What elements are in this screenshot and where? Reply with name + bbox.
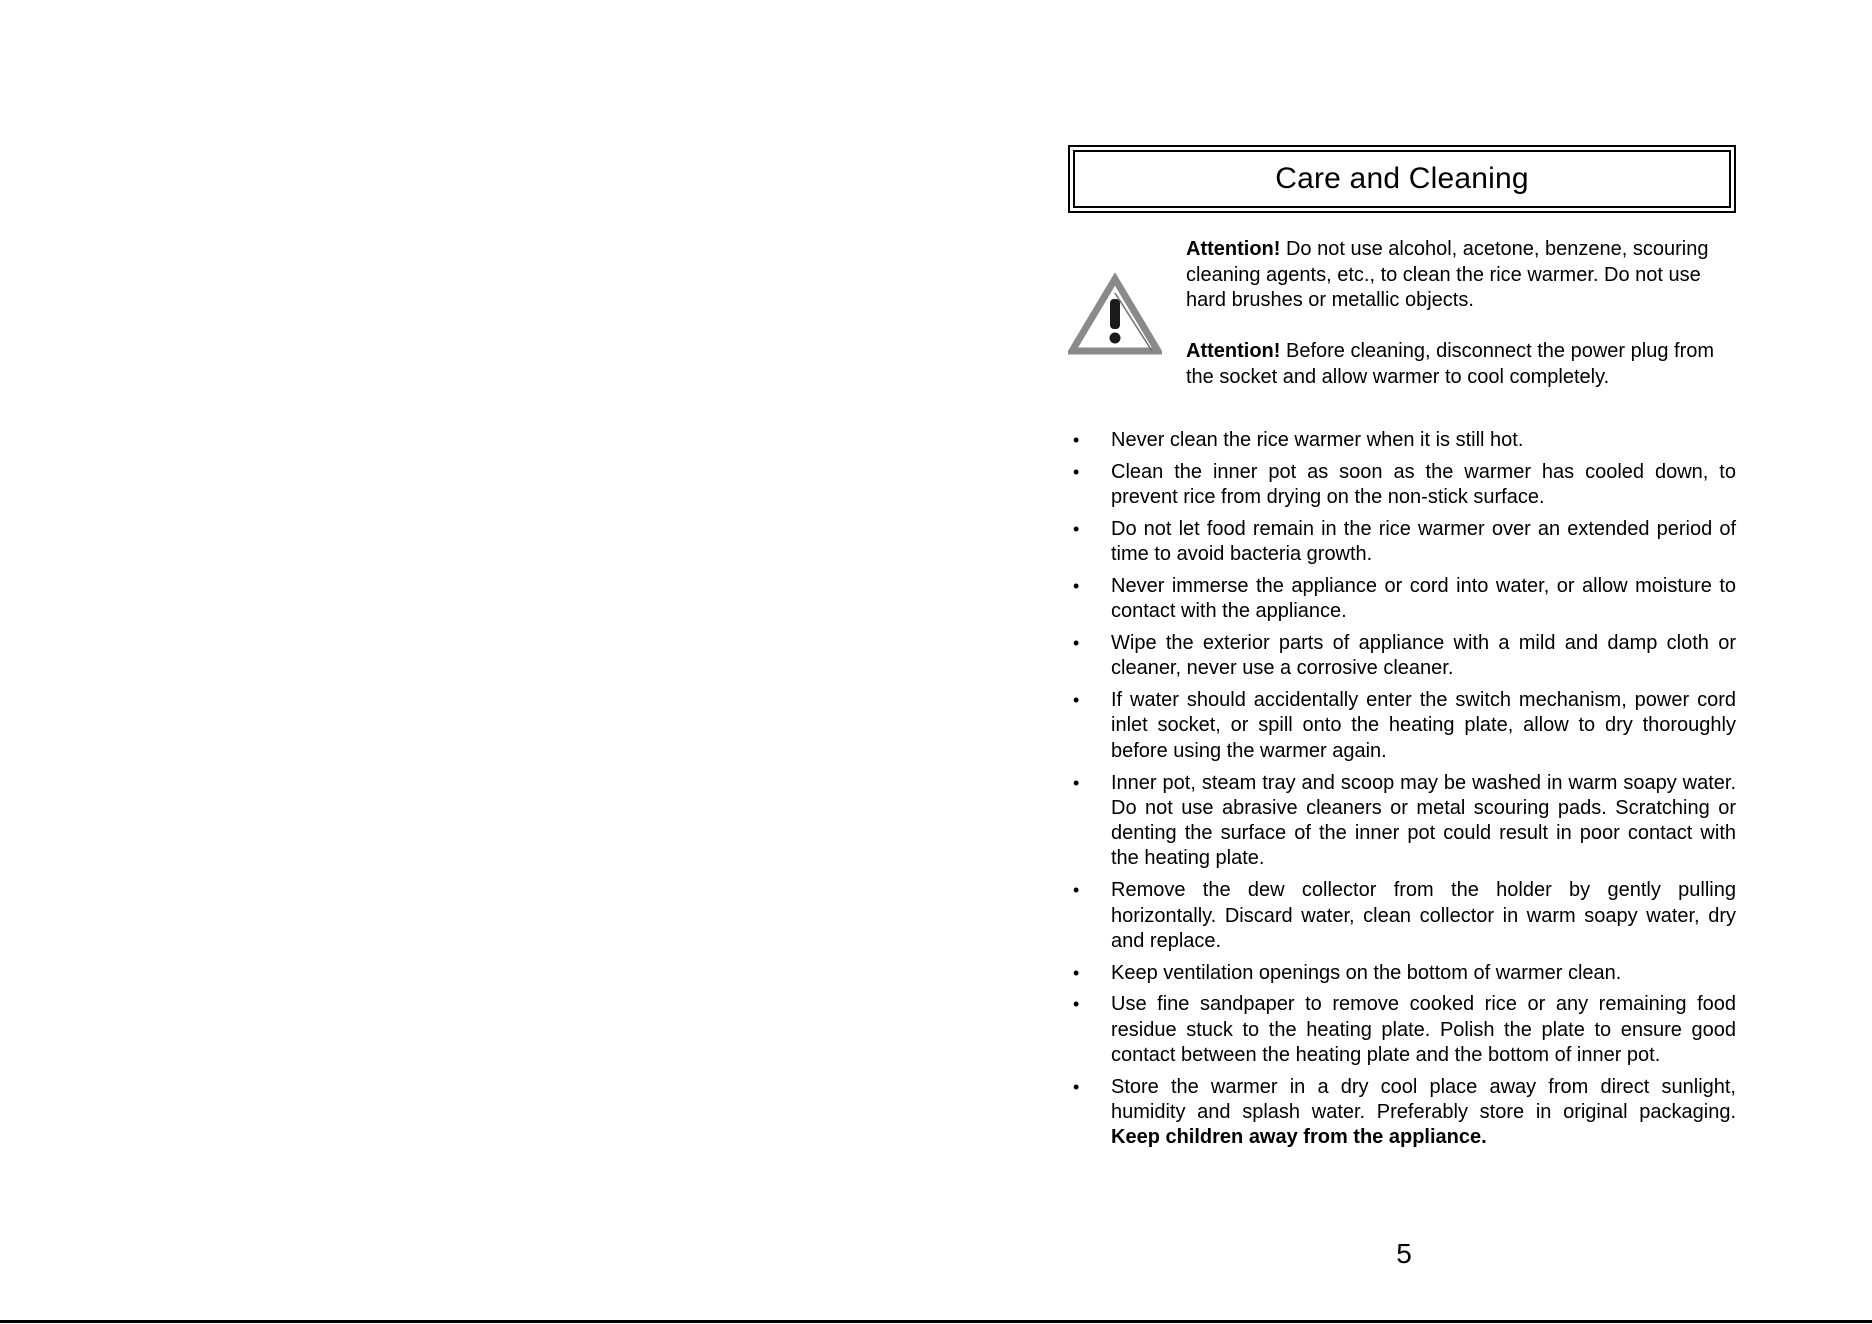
list-item	[1068, 1075, 1736, 1151]
title-box	[1068, 145, 1736, 213]
care-instructions-list	[1068, 428, 1736, 1157]
list-item-text: Never immerse the appliance or cord into water, or allow moisture to contact with the appliance.	[1111, 574, 1736, 623]
bullet-icon: •	[1073, 1076, 1080, 1097]
list-item-text: If water should accidentally enter the switch mechanism, power cord inlet socket, or spill onto the heating plate, allow to dry thoroughly before using the warmer again.	[1111, 689, 1736, 762]
list-item	[1068, 631, 1736, 682]
list-item	[1068, 517, 1736, 568]
page-number: 5	[1396, 1238, 1412, 1269]
page-title: Care and Cleaning	[1073, 150, 1731, 208]
list-item-text: Never clean the rice warmer when it is still hot.	[1111, 429, 1524, 451]
bullet-icon: •	[1073, 880, 1080, 901]
list-item-text: Wipe the exterior parts of appliance with a mild and damp cloth or cleaner, never use a corrosive cleaner.	[1111, 632, 1736, 680]
list-item	[1068, 771, 1736, 872]
list-item-text: Store the warmer in a dry cool place away from direct sunlight, humidity and splash water. Preferably store in original packaging.	[1111, 1075, 1736, 1124]
page-content	[1068, 145, 1736, 427]
bullet-icon: •	[1073, 518, 1080, 539]
attention-text: Before cleaning, disconnect the power plug from the socket and allow warmer to cool completely.	[1186, 340, 1715, 388]
list-item-text: Remove the dew collector from the holder by gently pulling horizontally. Discard water, clean collector in warm soapy water, dry and replace.	[1111, 879, 1736, 952]
list-item	[1068, 574, 1736, 625]
list-item-text: Inner pot, steam tray and scoop may be washed in warm soapy water. Do not use abrasive cleaners or metal scouring pads. Scratching or denting the surface of the inner pot could result in poor contact with the heating plate.	[1111, 771, 1736, 870]
list-item-text: Use fine sandpaper to remove cooked rice or any remaining food residue stuck to the heating plate. Polish the plate to ensure good contact between the heating plate and the bottom of inner pot.	[1111, 993, 1736, 1067]
attention-label: Attention!	[1186, 340, 1281, 362]
attention-block	[1068, 237, 1736, 427]
bullet-icon: •	[1073, 430, 1080, 450]
bullet-icon: •	[1073, 994, 1080, 1015]
attention-note	[1186, 339, 1746, 390]
bullet-icon: •	[1073, 461, 1080, 482]
list-item-text: Do not let food remain in the rice warmer over an extended period of time to avoid bacteria growth.	[1111, 517, 1736, 566]
list-item	[1068, 688, 1736, 764]
bullet-icon: •	[1073, 962, 1080, 983]
list-item	[1068, 961, 1736, 986]
list-item	[1068, 992, 1736, 1068]
bullet-icon: •	[1073, 772, 1080, 793]
list-item-text: Keep ventilation openings on the bottom of warmer clean.	[1111, 961, 1622, 984]
attention-text: Do not use alcohol, acetone, benzene, scouring cleaning agents, etc., to clean the rice warmer. Do not use hard brushes or metallic objects.	[1186, 238, 1709, 311]
list-item	[1068, 878, 1736, 954]
attention-note	[1186, 237, 1746, 314]
bullet-icon: •	[1073, 690, 1080, 711]
list-item	[1068, 428, 1736, 453]
bottom-rule	[0, 1320, 1872, 1323]
warning-triangle-icon	[1068, 273, 1162, 357]
attention-label: Attention!	[1186, 238, 1281, 260]
list-item-text: Clean the inner pot as soon as the warmer has cooled down, to prevent rice from drying on the non-stick surface.	[1111, 460, 1736, 509]
bullet-icon: •	[1073, 633, 1080, 654]
list-item	[1068, 460, 1736, 511]
list-item-emphasis: Keep children away from the appliance.	[1111, 1126, 1487, 1149]
bullet-icon: •	[1073, 575, 1080, 596]
